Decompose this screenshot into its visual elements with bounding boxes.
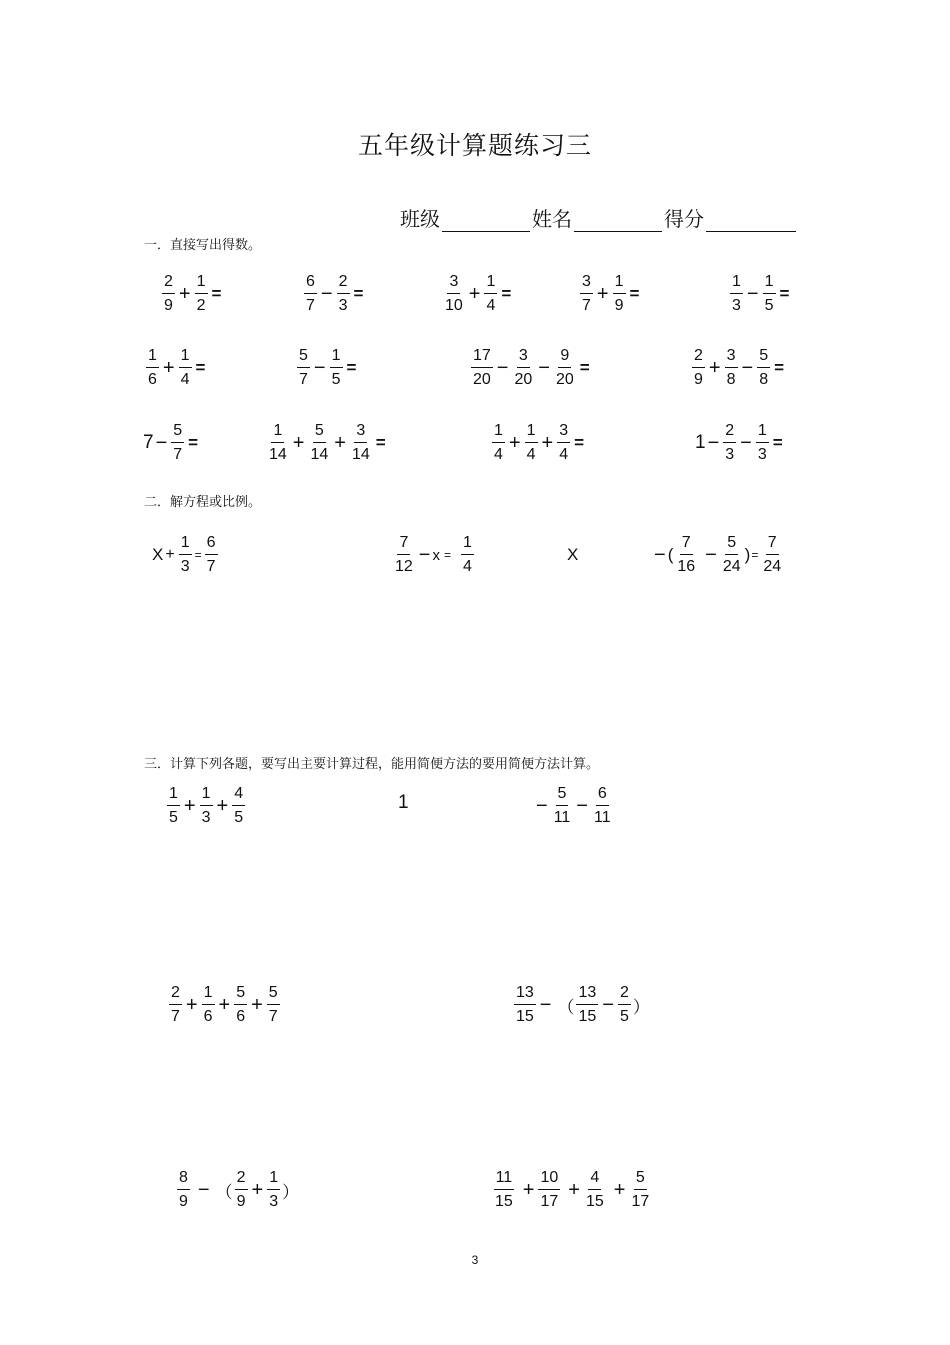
fraction: $\frac{3}{14}$ (351, 422, 370, 463)
fraction: $\frac{6}{7}$ (206, 534, 216, 575)
fraction: $\frac{2}{9}$ (164, 273, 173, 314)
fraction: $\frac{3}{10}$ (445, 273, 463, 314)
q1-m: 1 − $\frac{2}{3}$ − $\frac{1}{3}$ = (695, 422, 783, 463)
fraction: $\frac{1}{5}$ (169, 785, 178, 826)
fraction: $\frac{1}{3}$ (201, 785, 211, 826)
fraction: $\frac{1}{6}$ (203, 984, 213, 1025)
page-number: 3 (471, 1253, 479, 1267)
q1-l: $\frac{1}{4}$ + $\frac{1}{4}$ + $\frac{3}{4}$ = (494, 422, 585, 463)
q3-b: 1 (398, 792, 409, 813)
fraction: $\frac{3}{8}$ (726, 347, 736, 388)
q1-j: 7 − $\frac{5}{7}$ = (143, 422, 199, 463)
fraction: $\frac{1}{5}$ (331, 347, 341, 388)
q2-d: − ( $\frac{7}{16}$ − $\frac{5}{24}$ ) = $\frac{7}{24}$ (654, 534, 782, 575)
q3-g: $\frac{11}{15}$ + $\frac{10}{17}$ + $\frac{4}{15}$ + $\frac{5}{17}$ (495, 1169, 650, 1210)
fraction: $\frac{3}{7}$ (582, 273, 591, 314)
q1-e: $\frac{1}{3}$ − $\frac{1}{5}$ = (732, 273, 790, 314)
fraction: $\frac{1}{2}$ (196, 273, 206, 314)
fraction: $\frac{5}{8}$ (759, 347, 769, 388)
section-2-heading: 二．解方程或比例。 (144, 494, 262, 509)
fraction: $\frac{2}{7}$ (171, 984, 180, 1025)
fraction: $\frac{1}{5}$ (764, 273, 774, 314)
q3-a: $\frac{1}{5}$ + $\frac{1}{3}$ + $\frac{4}{5}$ (169, 785, 244, 826)
q2-b: $\frac{7}{12}$ − x = $\frac{1}{4}$ (395, 534, 472, 575)
fraction: $\frac{1}{3}$ (732, 273, 741, 314)
q1-i: $\frac{2}{9}$ + $\frac{3}{8}$ − $\frac{5}{8}$ = (694, 347, 785, 388)
fraction: $\frac{2}{5}$ (619, 984, 629, 1025)
fraction: $\frac{4}{5}$ (234, 785, 244, 826)
fraction: $\frac{1}{4}$ (486, 273, 496, 314)
fraction: $\frac{10}{17}$ (540, 1169, 559, 1210)
fraction: $\frac{7}{16}$ (677, 534, 696, 575)
fraction: $\frac{1}{6}$ (148, 347, 157, 388)
q1-g: $\frac{5}{7}$ − $\frac{1}{5}$ = (299, 347, 357, 388)
fraction: $\frac{11}{15}$ (495, 1169, 513, 1210)
class-blank[interactable] (442, 207, 530, 232)
fraction: $\frac{3}{4}$ (559, 422, 569, 463)
fraction: $\frac{7}{24}$ (763, 534, 782, 575)
fraction: $\frac{5}{17}$ (631, 1169, 650, 1210)
fraction: $\frac{5}{11}$ (553, 785, 571, 826)
fraction: $\frac{4}{15}$ (585, 1169, 604, 1210)
fraction: $\frac{1}{9}$ (614, 273, 624, 314)
fraction: $\frac{13}{15}$ (578, 984, 597, 1025)
fraction: $\frac{1}{4}$ (180, 347, 190, 388)
fraction: $\frac{1}{3}$ (269, 1169, 279, 1210)
section-1-heading: 一．直接写出得数。 (144, 237, 262, 252)
fraction: $\frac{9}{20}$ (555, 347, 574, 388)
page-title: 五年级计算题练习三 (357, 132, 592, 160)
section-3-heading: 三．计算下列各题，要写出主要计算过程，能用简便方法的要用简便方法计算。 (144, 756, 600, 771)
class-label: 班级 (400, 209, 440, 231)
fraction: $\frac{5}{7}$ (268, 984, 278, 1025)
fraction: $\frac{5}{7}$ (173, 422, 183, 463)
fraction: $\frac{2}{3}$ (338, 273, 348, 314)
fraction: $\frac{6}{7}$ (306, 273, 315, 314)
fraction: $\frac{1}{4}$ (494, 422, 503, 463)
fraction: $\frac{8}{9}$ (179, 1169, 188, 1210)
fraction: $\frac{1}{4}$ (463, 534, 472, 575)
q3-c: − $\frac{5}{11}$ − $\frac{6}{11}$ (536, 785, 611, 826)
q3-e: $\frac{13}{15}$ − （ $\frac{13}{15}$ − $\frac{2}{5}$ ） (516, 984, 650, 1025)
fraction: $\frac{1}{3}$ (180, 534, 190, 575)
fraction: $\frac{2}{9}$ (236, 1169, 246, 1210)
fraction: $\frac{7}{12}$ (395, 534, 413, 575)
q2-a: X + $\frac{1}{3}$ = $\frac{6}{7}$ (152, 534, 216, 575)
student-info-line (400, 203, 798, 232)
fraction: $\frac{5}{24}$ (722, 534, 741, 575)
score-label: 得分 (664, 209, 704, 231)
fraction: $\frac{17}{20}$ (473, 347, 491, 388)
q2-c: X (567, 545, 579, 564)
q1-f: $\frac{1}{6}$ + $\frac{1}{4}$ = (148, 347, 206, 388)
fraction: $\frac{1}{4}$ (526, 422, 536, 463)
name-label: 姓名 (532, 209, 572, 231)
fraction: $\frac{1}{14}$ (269, 422, 287, 463)
q1-c: $\frac{3}{10}$ + $\frac{1}{4}$ = (445, 273, 512, 314)
fraction: $\frac{5}{6}$ (236, 984, 246, 1025)
fraction: $\frac{1}{3}$ (757, 422, 767, 463)
score-blank[interactable] (706, 207, 796, 232)
q1-k: $\frac{1}{14}$ + $\frac{5}{14}$ + $\frac{3}{14}$ = (269, 422, 386, 463)
fraction: $\frac{13}{15}$ (516, 984, 534, 1025)
fraction: $\frac{2}{9}$ (694, 347, 703, 388)
q1-b: $\frac{6}{7}$ − $\frac{2}{3}$ = (306, 273, 364, 314)
fraction: $\frac{3}{20}$ (514, 347, 533, 388)
q3-d: $\frac{2}{7}$ + $\frac{1}{6}$ + $\frac{5}{6}$ + $\frac{5}{7}$ (171, 984, 278, 1025)
fraction: $\frac{6}{11}$ (593, 785, 611, 826)
fraction: $\frac{2}{3}$ (725, 422, 735, 463)
q1-d: $\frac{3}{7}$ + $\frac{1}{9}$ = (582, 273, 640, 314)
q1-h: $\frac{17}{20}$ − $\frac{3}{20}$ − $\frac{9}{20}$ = (473, 347, 590, 388)
name-blank[interactable] (574, 207, 662, 232)
fraction: $\frac{5}{7}$ (299, 347, 308, 388)
q3-f: $\frac{8}{9}$ − （ $\frac{2}{9}$ + $\frac{1}{3}$ ） (179, 1169, 300, 1210)
fraction: $\frac{5}{14}$ (310, 422, 329, 463)
q1-a: $\frac{2}{9}$ + $\frac{1}{2}$ = (164, 273, 222, 314)
